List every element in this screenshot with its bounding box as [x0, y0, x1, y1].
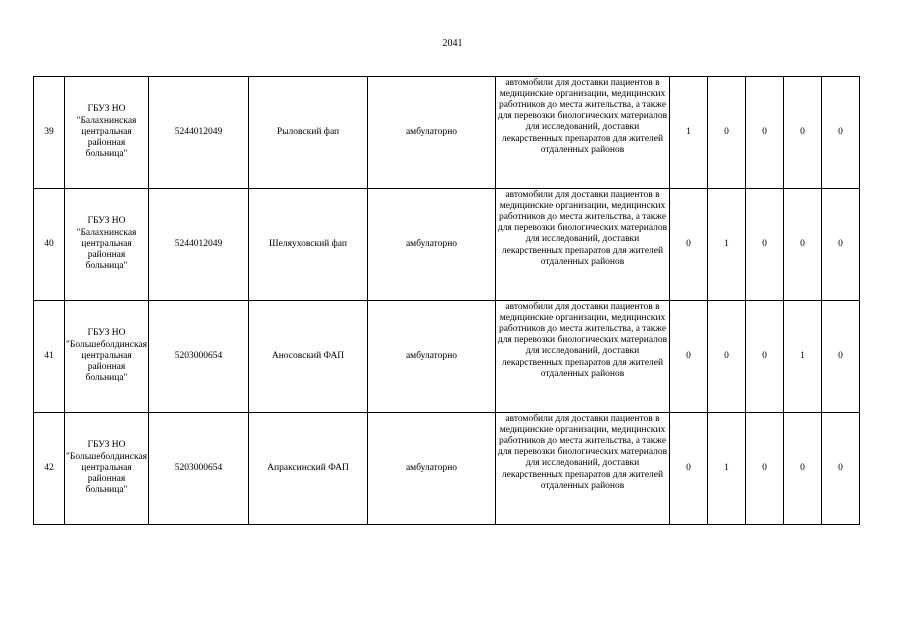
organization-name: ГБУЗ НО "Большеболдинская центральная районная больница"	[65, 413, 149, 525]
value-cell: 0	[670, 189, 708, 301]
page-number: 2041	[442, 38, 463, 49]
care-type: амбулаторно	[368, 301, 496, 413]
organization-name: ГБУЗ НО "Балахнинская центральная районная больница"	[65, 77, 149, 189]
row-number: 39	[34, 77, 65, 189]
inn-code: 5244012049	[149, 189, 249, 301]
inn-code: 5203000654	[149, 413, 249, 525]
value-cell: 0	[784, 413, 822, 525]
value-cell: 0	[708, 301, 746, 413]
unit-name: Шеляуховский фап	[249, 189, 368, 301]
unit-name: Апраксинский ФАП	[249, 413, 368, 525]
value-cell: 1	[784, 301, 822, 413]
vehicle-purpose: автомобили для доставки пациентов в медицинские организации, медицинских работников до места жительства, а также для перевозки биологических материалов для исследований, доставки лекарственных препаратов для жителей отдаленных районов	[496, 413, 670, 525]
organization-name: ГБУЗ НО "Большеболдинская центральная районная больница"	[65, 301, 149, 413]
table-row	[34, 413, 860, 525]
vehicle-purpose: автомобили для доставки пациентов в медицинские организации, медицинских работников до места жительства, а также для перевозки биологических материалов для исследований, доставки лекарственных препаратов для жителей отдаленных районов	[496, 301, 670, 413]
table-row	[34, 77, 860, 189]
value-cell: 0	[784, 77, 822, 189]
value-cell: 0	[822, 77, 860, 189]
value-cell: 0	[822, 413, 860, 525]
value-cell: 0	[784, 189, 822, 301]
unit-name: Рыловский фап	[249, 77, 368, 189]
row-number: 41	[34, 301, 65, 413]
unit-name: Аносовский ФАП	[249, 301, 368, 413]
value-cell: 0	[708, 77, 746, 189]
value-cell: 0	[746, 77, 784, 189]
table-row	[34, 189, 860, 301]
care-type: амбулаторно	[368, 189, 496, 301]
value-cell: 0	[746, 189, 784, 301]
vehicle-purpose: автомобили для доставки пациентов в медицинские организации, медицинских работников до места жительства, а также для перевозки биологических материалов для исследований, доставки лекарственных препаратов для жителей отдаленных районов	[496, 189, 670, 301]
value-cell: 1	[708, 413, 746, 525]
organization-name: ГБУЗ НО "Балахнинская центральная районная больница"	[65, 189, 149, 301]
row-number: 42	[34, 413, 65, 525]
value-cell: 0	[670, 301, 708, 413]
value-cell: 0	[670, 413, 708, 525]
value-cell: 0	[746, 413, 784, 525]
vehicle-purpose: автомобили для доставки пациентов в медицинские организации, медицинских работников до места жительства, а также для перевозки биологических материалов для исследований, доставки лекарственных препаратов для жителей отдаленных районов	[496, 77, 670, 189]
care-type: амбулаторно	[368, 77, 496, 189]
care-type: амбулаторно	[368, 413, 496, 525]
value-cell: 0	[746, 301, 784, 413]
value-cell: 0	[822, 301, 860, 413]
vehicle-table	[33, 76, 860, 525]
value-cell: 1	[670, 77, 708, 189]
table-row	[34, 301, 860, 413]
value-cell: 0	[822, 189, 860, 301]
value-cell: 1	[708, 189, 746, 301]
inn-code: 5203000654	[149, 301, 249, 413]
inn-code: 5244012049	[149, 77, 249, 189]
row-number: 40	[34, 189, 65, 301]
